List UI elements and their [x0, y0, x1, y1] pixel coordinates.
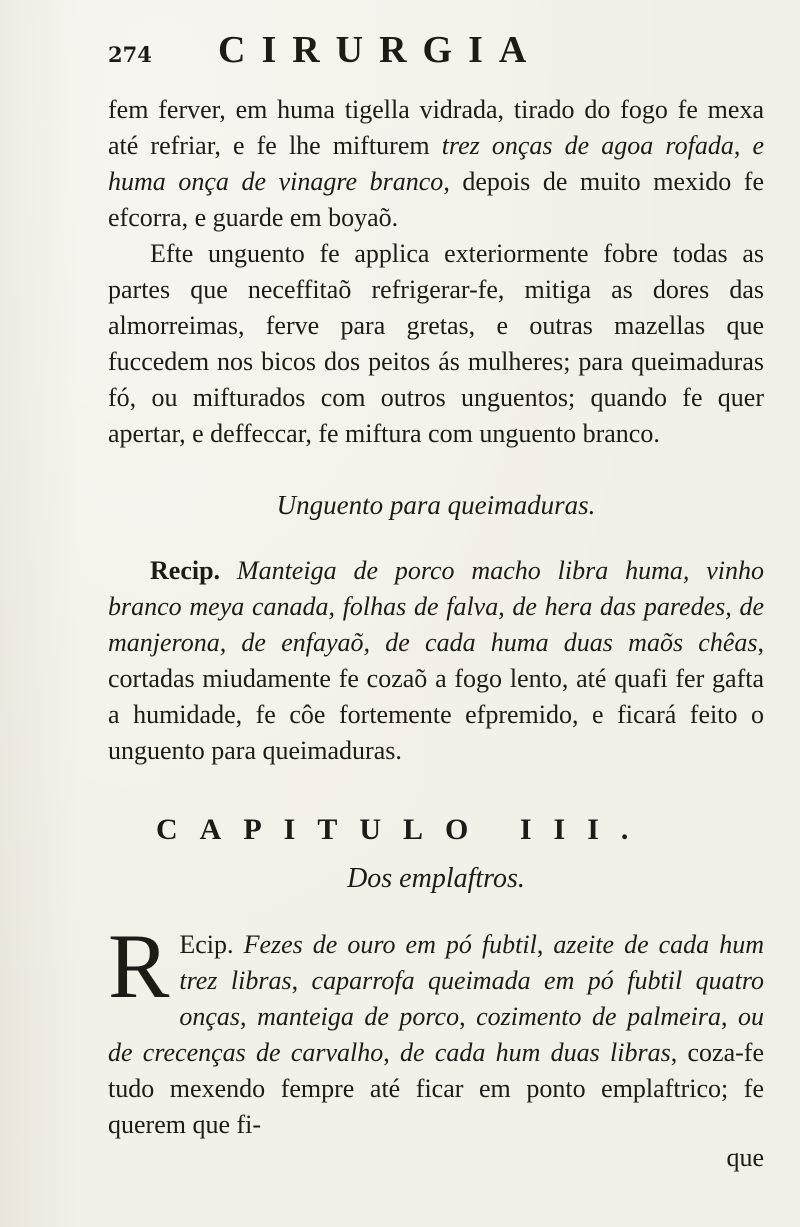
paragraph-application: Efte unguento fe applica exteriormente fobre todas as partes que neceffitaõ refrigerar-fe, mitiga as dores das almorreimas, ferve para gretas, e outras mazellas que fuccedem nos bicos dos peitos ás mulheres; para queimaduras fó, ou mifturados com outros unguentos; quando fe quer apertar, e deffeccar, fe miftura com unguento branco. — [108, 239, 764, 448]
paragraph-preparation — [108, 92, 764, 236]
page-header — [108, 28, 764, 92]
text-run: , depois de muito mexido fe efcorra, e guarde em boyaõ. — [108, 167, 764, 232]
italic-run: e huma onça de vinagre branco — [108, 131, 764, 196]
drop-cap: R — [108, 915, 170, 1017]
italic-run: manteiga de porco — [257, 1002, 460, 1031]
italic-run: ou de crecenças de carvalho — [108, 1002, 764, 1067]
chapter-subtitle: Dos emplaftros. — [347, 863, 525, 894]
italic-run: trez onças de agoa rofada — [441, 131, 734, 160]
text-run: Ecip. — [179, 930, 244, 959]
italic-run: caparrofa queimada em pó fubtil quatro onças — [179, 966, 765, 1031]
text-run: fem ferver, em huma tigella vidrada, tirado do fogo fe mexa até refriar, e fe lhe mifturem — [108, 95, 764, 160]
text-run: , — [240, 1002, 258, 1031]
italic-run: cozimento de palmeira — [476, 1002, 721, 1031]
paragraph-recipe-plasters — [108, 915, 765, 1143]
text-run: , — [291, 966, 312, 995]
catchword: que — [726, 1143, 764, 1172]
recipe-label: Recip. — [150, 556, 221, 585]
page-number: 274 — [108, 42, 152, 67]
italic-run: Fezes de ouro em pó fubtil — [243, 930, 537, 959]
text-run: , — [383, 1038, 401, 1067]
text-run: , — [733, 131, 753, 160]
text-run: , — [720, 1002, 738, 1031]
italic-run: Manteiga de porco macho libra huma, vinho branco meya canada, folhas de falva, de hera das paredes, de manjerona, de enfayaõ, de cada huma duas maõs chêas — [108, 556, 764, 657]
running-title: CIRURGIA — [218, 29, 543, 71]
text-run: , — [536, 930, 554, 959]
italic-run: de cada hum duas libras — [400, 1038, 671, 1067]
text-run: , cortadas miudamente fe cozaõ a fogo lento, até quafi fer gafta a humidade, fe côe fortemente efpremido, e ficará feito o unguento para queimaduras. — [108, 628, 764, 765]
text-run: , — [459, 1002, 477, 1031]
text-run: , coza-fe tudo mexendo fempre até ficar em ponto emplaftrico; fe querem que fi- — [108, 1038, 764, 1139]
section-title: Unguento para queimaduras. — [276, 490, 596, 520]
chapter-title: CAPITULO III. — [156, 813, 651, 846]
italic-run: azeite de cada hum trez libras — [179, 930, 764, 995]
paragraph-recipe-burns — [108, 553, 764, 769]
